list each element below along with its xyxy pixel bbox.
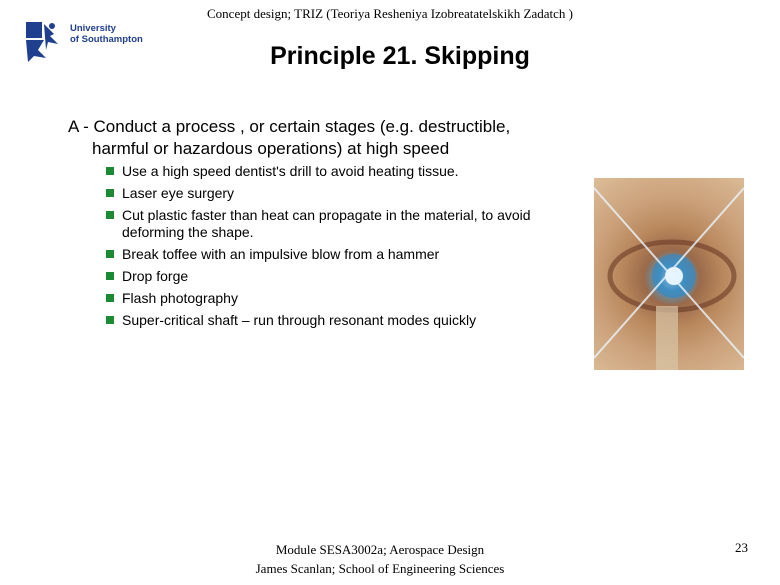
list-item [106,290,576,307]
footer-author: James Scanlan; School of Engineering Sciences [255,561,505,576]
bullet-square-icon [106,250,114,258]
logo-line-2: of Southampton [70,34,143,45]
list-item [106,312,576,329]
examples-list [106,163,576,334]
principle-heading [68,116,608,160]
heading-line-1: A - Conduct a process , or certain stages (e.g. destructible, [68,117,511,136]
list-item-text: Break toffee with an impulsive blow from a hammer [122,246,440,262]
list-item-text: Use a high speed dentist's drill to avoid heating tissue. [122,163,459,179]
bullet-square-icon [106,294,114,302]
list-item [106,246,576,263]
list-item-text: Laser eye surgery [122,185,235,201]
university-logo [24,20,144,64]
footer-module: Module SESA3002a; Aerospace Design [275,542,485,557]
bullet-square-icon [106,272,114,280]
list-item-text: Cut plastic faster than heat can propagate in the material, to avoid deforming the shape. [122,207,531,240]
list-item [106,207,576,241]
bullet-square-icon [106,211,114,219]
list-item [106,185,576,202]
laser-beam-graphic [594,178,744,370]
bullet-square-icon [106,167,114,175]
slide-title: Principle 21. Skipping [270,42,530,70]
page-number: 23 [735,540,748,555]
list-item-text: Super-critical shaft – run through resonant modes quickly [122,312,477,328]
list-item [106,268,576,285]
bullet-square-icon [106,316,114,324]
laser-eye-surgery-image [594,178,744,370]
heading-line-2: harmful or hazardous operations) at high speed [92,139,450,158]
logo-line-1: University [70,23,116,34]
bullet-square-icon [106,189,114,197]
list-item-text: Drop forge [122,268,189,284]
list-item [106,163,576,180]
slide-footer [230,540,530,578]
list-item-text: Flash photography [122,290,238,306]
slide-header: Concept design; TRIZ (Teoriya Resheniya Izobreatatelskikh Zadatch ) [207,6,573,21]
southampton-crest-icon [24,20,68,64]
